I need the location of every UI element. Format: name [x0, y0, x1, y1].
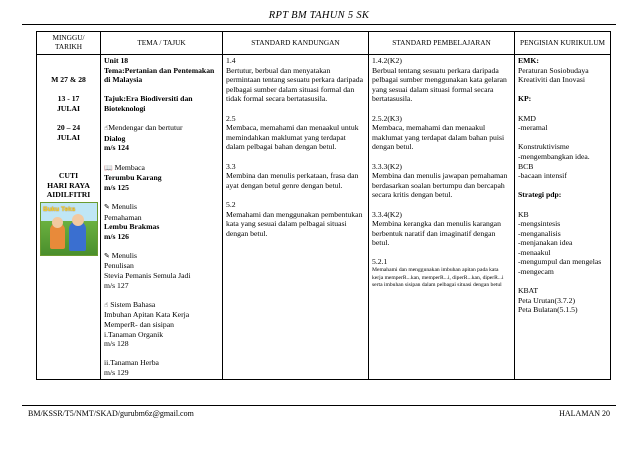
strategi-item-4: -menjanakan idea [518, 238, 573, 248]
sk-text-2-5: Membaca, memahami dan menaakul untuk memindahkan maklumat yang terdapat dalam pelbagai bahan dengan betul. [226, 123, 359, 152]
item-tanaman-herba-page: m/s 129 [104, 368, 129, 377]
theme-cell [101, 55, 223, 380]
header-minggu: MINGGU/ TARIKH [37, 32, 101, 55]
pencil-icon: ✎ [104, 251, 110, 260]
item-memper: MemperR- dan sisipan [104, 320, 175, 330]
table-header-row [37, 32, 611, 55]
sp-text-3-3-3: Membina dan menulis jawapan pemahaman berdasarkan soalan bertumpu dan bercapah secara kritis dengan betul. [372, 171, 508, 200]
skill-mendengar: Mendengar dan bertutur [108, 123, 183, 133]
date-range-2: 20 – 24 [56, 123, 81, 133]
strategi-item-6: -mengumpul dan mengelas [518, 257, 602, 267]
skill-menulis-1: Menulis [111, 201, 137, 211]
item-tanaman-organik: i.Tanaman Organik [104, 329, 164, 339]
sk-text-1-4: Bertutur, berbual dan menyatakan permintaan tentang sesuatu perkara daripada pelbagai sumber dalam situasi formal dan tidak formal secara bertatasusila. [226, 65, 364, 104]
kp-item-5: BCB [518, 161, 534, 171]
week-label: M 27 & 28 [51, 75, 86, 85]
kp-item-1: KMD [518, 113, 536, 123]
page-title: RPT BM TAHUN 5 SK [268, 10, 370, 21]
sp-code-5-2-1: 5.2.1 [372, 257, 388, 267]
date-range-1: 13 - 17 [57, 94, 80, 104]
emk-item-2: Kreativiti dan Inovasi [518, 75, 586, 85]
kp-item-4: -mengembangkan idea. [518, 151, 590, 161]
pengisian-cell [515, 55, 611, 380]
sk-code-1-4: 1.4 [226, 56, 236, 65]
kp-item-2: -meramal [518, 123, 548, 133]
strategi-item-8: KBAT [518, 286, 539, 296]
item-lembu-page: m/s 126 [104, 231, 129, 241]
skill-sistem-bahasa: Sistem Bahasa [110, 299, 156, 309]
unit-label: Unit 18 [104, 56, 129, 65]
strategi-item-5: -menaakul [518, 247, 551, 257]
sk-text-5-2: Memahami dan menggunakan pembentukan kata yang sesuai dalam pelbagai situasi dengan betul. [226, 209, 363, 238]
strategi-item-3: -menganalisis [518, 228, 561, 238]
sk-code-5-2: 5.2 [226, 199, 236, 209]
kp-heading: KP: [518, 94, 532, 104]
holiday-line-2: HARI RAYA [47, 180, 90, 190]
sk-code-2-5: 2.5 [226, 113, 236, 123]
header-standard-pembelajaran: STANDARD PEMBELAJARAN [369, 32, 515, 55]
sk-text-3-3: Membina dan menulis perkataan, frasa dan ayat dengan betul genre dengan betul. [226, 171, 359, 190]
sp-code-3-3-3: 3.3.3(K2) [372, 161, 402, 171]
bottom-divider [22, 405, 616, 406]
sp-text-1-4-2: Berbual tentang sesuatu perkara daripada pelbagai sumber menggunakan kata gelaran yang sesuai dalam situasi formal secara bertatasusila. [372, 65, 507, 104]
week-cell [37, 55, 101, 380]
tema-label: Tema:Pertanian dan Pentemakan di Malaysia [104, 65, 215, 85]
strategi-heading: Strategi pdp: [518, 190, 562, 200]
sp-text-3-3-4: Membina kerangka dan menulis karangan berbentuk naratif dan imaginatif dengan betul. [372, 219, 501, 248]
item-imbuhan: Imbuhan Apitan Kata Kerja [104, 310, 190, 320]
kp-item-6: -bacaan intensif [518, 171, 567, 181]
textbook-cover-title: Buku Teks [43, 205, 76, 213]
item-pemahaman: Pemahaman [104, 212, 142, 222]
standard-kandungan-cell [223, 55, 369, 380]
pencil-icon: ✎ [104, 202, 110, 211]
sp-code-1-4-2: 1.4.2(K2) [372, 56, 402, 65]
strategi-item-2: -mengsintesis [518, 219, 561, 229]
header-standard-kandungan: STANDARD KANDUNGAN [223, 32, 369, 55]
date-month-1: JULAI [56, 103, 81, 113]
item-tanaman-organik-page: m/s 128 [104, 339, 129, 349]
item-terumbu-page: m/s 125 [104, 182, 129, 192]
strategi-item-7: -mengecam [518, 267, 554, 277]
item-stevia: Stevia Pemanis Semula Jadi [104, 271, 191, 281]
textbook-cover-image [40, 202, 98, 256]
strategi-item-10: Peta Bulatan(5.1.5) [518, 305, 578, 315]
holiday-line-1: CUTI [58, 171, 79, 181]
emk-heading: EMK: [518, 56, 539, 65]
open-book-icon: 📖 [104, 163, 113, 172]
skill-menulis-2: Menulis [111, 250, 137, 260]
sk-code-3-3: 3.3 [226, 161, 236, 171]
skill-membaca: Membaca [114, 162, 145, 172]
item-dialog-page: m/s 124 [104, 143, 129, 153]
sp-code-3-3-4: 3.3.4(K2) [372, 209, 402, 219]
item-stevia-page: m/s 127 [104, 280, 129, 290]
kp-item-3: Konstruktivisme [518, 142, 570, 152]
tajuk-label: Tajuk:Era Biodiversiti dan Bioteknologi [104, 94, 193, 113]
item-lembu: Lembu Brakmas [104, 222, 160, 232]
item-dialog: Dialog [104, 133, 126, 143]
header-tema: TEMA / TAJUK [101, 32, 223, 55]
footer-left: BM/KSSR/T5/NMT/SKAD/gurubm6z@gmail.com [28, 409, 194, 418]
header-pengisian: PENGISIAN KURIKULUM [515, 32, 611, 55]
emk-item-1: Peraturan Sosiobudaya [518, 65, 589, 75]
item-terumbu: Terumbu Karang [104, 173, 162, 183]
strategi-item-1: KB [518, 209, 529, 219]
date-month-2: JULAI [56, 132, 81, 142]
sp-text-2-5-2: Membaca, memahami dan menaakul maklumat yang terdapat dalam bahan puisi dengan betul. [372, 123, 505, 152]
strategi-item-9: Peta Urutan(3.7.2) [518, 295, 575, 305]
sp-text-5-2-1: Memahami dan menggunakan imbuhan apitan pada kata kerja memperR...kan, memperR...i, diperR...kan, diperR...i serta imbuhan sisipan dalam pelbagai situasi dengan betul [372, 267, 504, 289]
holiday-line-3: AIDILFITRI [46, 190, 91, 200]
top-divider [22, 24, 616, 25]
sp-code-2-5-2: 2.5.2(K3) [372, 113, 402, 123]
standard-pembelajaran-cell [369, 55, 515, 380]
item-tanaman-herba: ii.Tanaman Herba [104, 358, 159, 368]
hand-pointer-icon: ☝ [104, 300, 109, 309]
hand-pointer-icon: ☝ [104, 124, 109, 133]
footer-page-number: HALAMAN 20 [559, 409, 610, 418]
rpt-table [36, 31, 611, 380]
table-row [37, 55, 611, 380]
item-penulisan: Penulisan [104, 261, 134, 271]
